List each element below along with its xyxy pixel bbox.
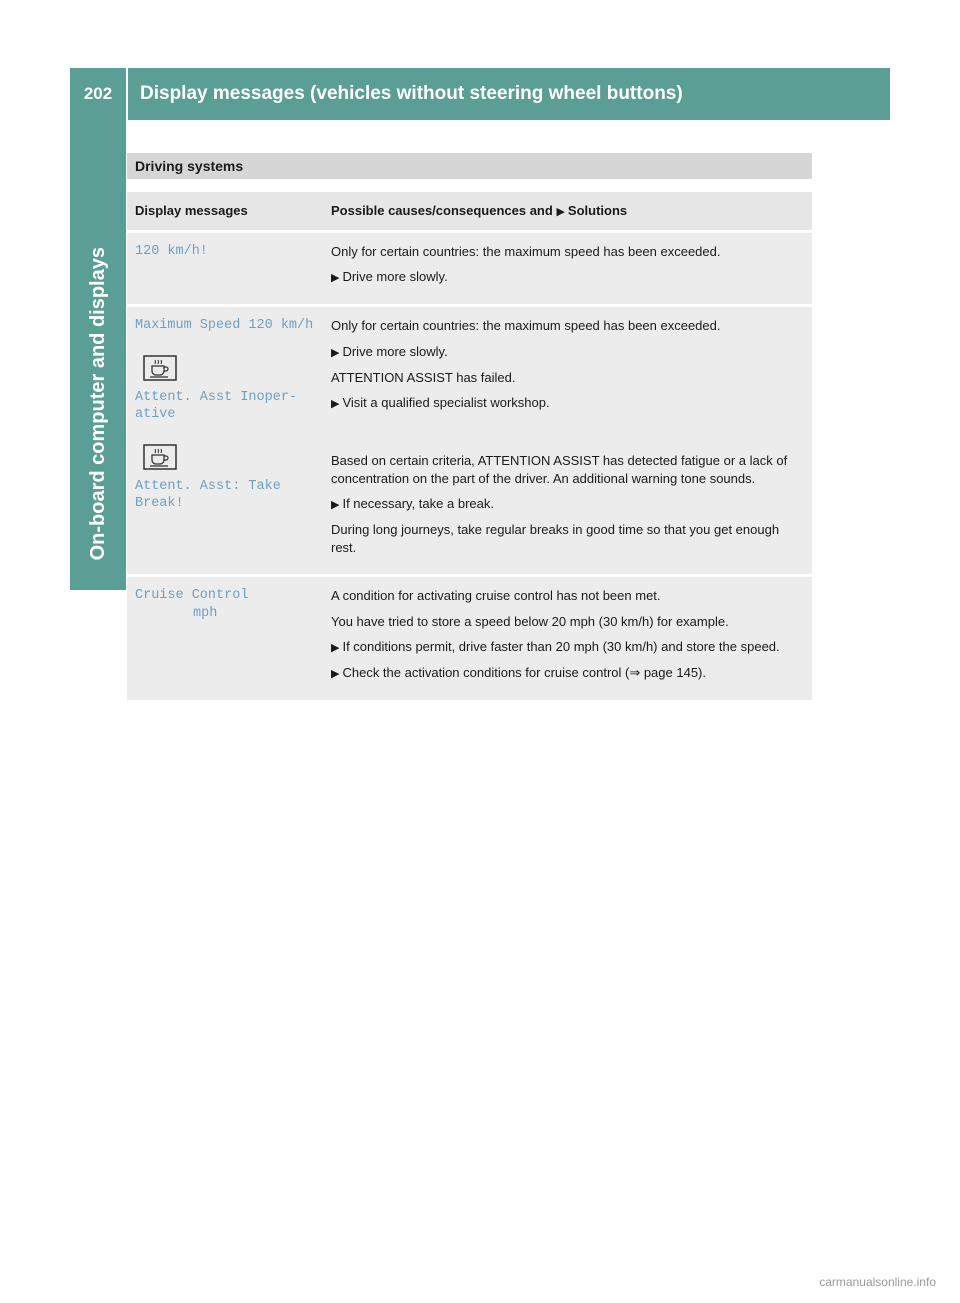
display-messages-table [127, 189, 812, 703]
message-cell [127, 307, 323, 574]
coffee-cup-icon [143, 355, 177, 381]
message-attent-asst-inoperative: Attent. Asst Inoper- ative [135, 389, 298, 423]
message-cruise-control: Cruise Control [135, 588, 249, 604]
step-arrow-icon: ▶ [331, 499, 340, 512]
step-arrow-icon: ▶ [331, 667, 340, 680]
solution-step: ▶ If necessary, take a break. [331, 496, 494, 512]
step-arrow-icon: ▶ [331, 642, 340, 655]
section-title: Driving systems [127, 153, 812, 179]
message-attent-asst-take-break: Attent. Asst: Take Break! [135, 478, 281, 512]
cause-text: You have tried to store a speed below 20 mph (30 km/h) for example. [331, 613, 729, 629]
header-causes-text: Possible causes/consequences and [331, 203, 553, 218]
side-tab-label-wrap [70, 120, 126, 560]
cause-cell [323, 307, 812, 574]
cause-cell [323, 233, 812, 304]
step-arrow-icon: ▶ [331, 398, 340, 411]
message-cell [127, 577, 323, 700]
page-header [70, 68, 890, 120]
cause-text: Only for certain countries: the maximum speed has been exceeded. [331, 243, 721, 259]
message-cruise-control-unit: mph [193, 605, 218, 621]
cause-text: ATTENTION ASSIST has failed. [331, 369, 516, 385]
page-number: 202 [70, 68, 128, 120]
solution-step: ▶ If conditions permit, drive faster than 20 mph (30 km/h) and store the speed. [331, 639, 780, 655]
message-cell [127, 233, 323, 304]
solution-step: ▶ Check the activation conditions for cruise control (⇒ page 145). [331, 664, 706, 680]
cause-text: Only for certain countries: the maximum speed has been exceeded. [331, 318, 721, 334]
header-title: Display messages (vehicles without steering wheel buttons) [140, 83, 683, 104]
header-causes [323, 192, 812, 230]
step-arrow-icon: ▶ [331, 272, 340, 285]
message-maximum-speed: Maximum Speed 120 km/h [135, 318, 314, 334]
step-arrow-icon: ▶ [331, 346, 340, 359]
cause-text: Based on certain criteria, ATTENTION ASSIST has detected fatigue or a lack of concentration on the part of the driver. An additional warning tone sounds. [331, 453, 788, 486]
message-120-kmh: 120 km/h! [135, 243, 208, 259]
side-tab-label: On-board computer and displays [86, 246, 109, 560]
table-row [127, 577, 812, 700]
cause-text: During long journeys, take regular breaks in good time so that you get enough rest. [331, 521, 780, 555]
table-row [127, 307, 812, 574]
coffee-cup-icon [143, 444, 177, 470]
solution-step: ▶ Visit a qualified specialist workshop. [331, 395, 550, 411]
solution-step: ▶ Drive more slowly. [331, 343, 448, 359]
step-arrow-icon: ▶ [556, 206, 565, 218]
cause-cell [323, 577, 812, 700]
table-row [127, 233, 812, 304]
solution-step: ▶ Drive more slowly. [331, 269, 448, 285]
watermark: carmanualsonline.info [819, 1275, 936, 1289]
header-display-messages: Display messages [127, 192, 323, 230]
header-solutions-text: Solutions [567, 203, 628, 218]
cause-text: A condition for activating cruise control has not been met. [331, 588, 661, 604]
table-header-row [127, 192, 812, 230]
